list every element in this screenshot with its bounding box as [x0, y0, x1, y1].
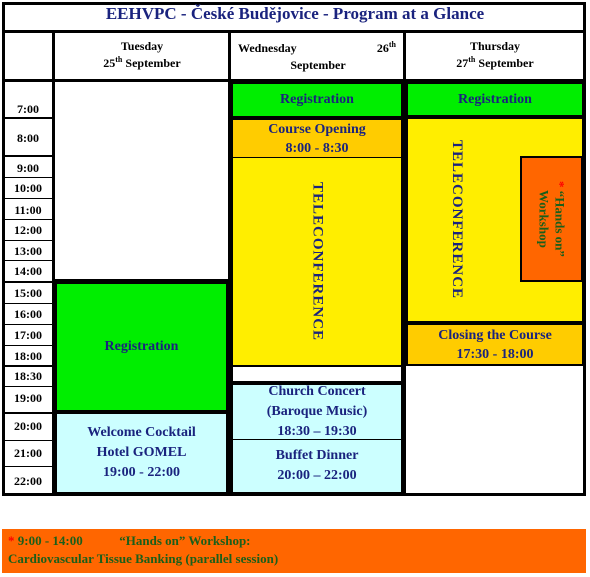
teleconference-label: TELECONFERENCE — [449, 140, 465, 300]
day-header-thursday — [407, 38, 583, 72]
time-separator — [5, 440, 52, 441]
page-title: EEHVPC - České Budějovice - Program at a Glance — [105, 4, 485, 23]
date-label: 25th September — [103, 55, 181, 70]
time-label: 15:00 — [14, 286, 42, 300]
time-label: 11:00 — [14, 203, 42, 217]
time-label: 7:00 — [17, 102, 39, 116]
time-separator — [5, 117, 52, 119]
time-label: 16:00 — [14, 307, 42, 321]
block-label: Registration — [458, 91, 532, 107]
weekday-label: Thursday — [469, 39, 521, 53]
closing-course-block — [406, 323, 584, 366]
block-label: Registration — [280, 92, 354, 107]
time-separator — [5, 412, 52, 414]
welcome-line2: Hotel GOMEL — [96, 445, 187, 460]
opening-time: 8:00 - 8:30 — [285, 140, 349, 156]
footer-note — [2, 529, 586, 573]
tuesday-welcome-block — [55, 412, 228, 494]
concert-line1: Church Concert — [268, 384, 366, 399]
time-separator — [5, 365, 52, 367]
weekday-label: Tuesday — [120, 39, 164, 53]
concert-time: 18:30 – 19:30 — [277, 424, 357, 439]
wednesday-teleconference-block — [231, 157, 403, 367]
time-label: 18:30 — [14, 369, 42, 383]
buffet-label: Buffet Dinner — [275, 448, 359, 463]
handson-label: * “Hands on” Workshop — [536, 181, 568, 257]
time-separator — [5, 303, 52, 304]
title-divider — [2, 30, 586, 33]
time-separator — [5, 240, 52, 241]
day-header-tuesday — [55, 38, 229, 72]
time-separator — [5, 324, 52, 325]
time-column — [0, 0, 55, 496]
closing-time: 17:30 - 18:00 — [456, 346, 534, 362]
day-header-wednesday — [232, 40, 404, 74]
buffet-dinner-block — [231, 439, 403, 494]
date-label: 27th September — [456, 55, 534, 70]
tuesday-registration-block — [55, 282, 228, 412]
handson-workshop-block — [520, 156, 583, 282]
time-label: 12:00 — [14, 223, 42, 237]
buffet-time: 20:00 – 22:00 — [277, 468, 357, 483]
time-label: 21:00 — [14, 446, 42, 460]
teleconference-label: TELECONFERENCE — [309, 181, 326, 342]
month-label: September — [290, 58, 346, 72]
footer-time: 9:00 - 14:00 — [17, 533, 83, 548]
time-label: 17:00 — [14, 328, 42, 342]
time-separator — [5, 219, 52, 220]
wednesday-break — [231, 367, 403, 383]
time-separator — [5, 155, 52, 157]
footer-description: Cardiovascular Tissue Banking (parallel session) — [8, 551, 279, 566]
welcome-time: 19:00 - 22:00 — [103, 465, 180, 480]
time-separator — [5, 177, 52, 178]
weekday-label: Wednesday 26th — [238, 40, 396, 55]
block-label: Registration — [104, 339, 179, 354]
time-separator — [5, 386, 52, 387]
welcome-line1: Welcome Cocktail — [87, 425, 196, 440]
footer-workshop: “Hands on” Workshop: — [119, 533, 251, 548]
time-separator — [5, 260, 52, 261]
opening-label: Course Opening — [268, 121, 366, 137]
church-concert-block — [231, 383, 403, 440]
wednesday-registration-block — [231, 82, 403, 118]
footer-line1: * 9:00 - 14:00 “Hands on” Workshop: — [8, 533, 251, 548]
time-label: 8:00 — [17, 131, 39, 145]
closing-label: Closing the Course — [438, 327, 552, 343]
course-opening-block — [231, 118, 403, 158]
time-separator — [5, 281, 52, 283]
time-separator — [5, 198, 52, 199]
concert-line2: (Baroque Music) — [266, 404, 368, 419]
time-label: 18:00 — [14, 349, 42, 363]
time-label: 14:00 — [14, 264, 42, 278]
time-label: 20:00 — [14, 419, 42, 433]
thursday-registration-block — [406, 82, 584, 117]
time-separator — [5, 466, 52, 467]
time-label: 19:00 — [14, 391, 42, 405]
time-separator — [5, 345, 52, 346]
time-label: 10:00 — [14, 181, 42, 195]
time-label: 22:00 — [14, 474, 42, 488]
time-label: 13:00 — [14, 244, 42, 258]
time-label: 9:00 — [17, 161, 39, 175]
